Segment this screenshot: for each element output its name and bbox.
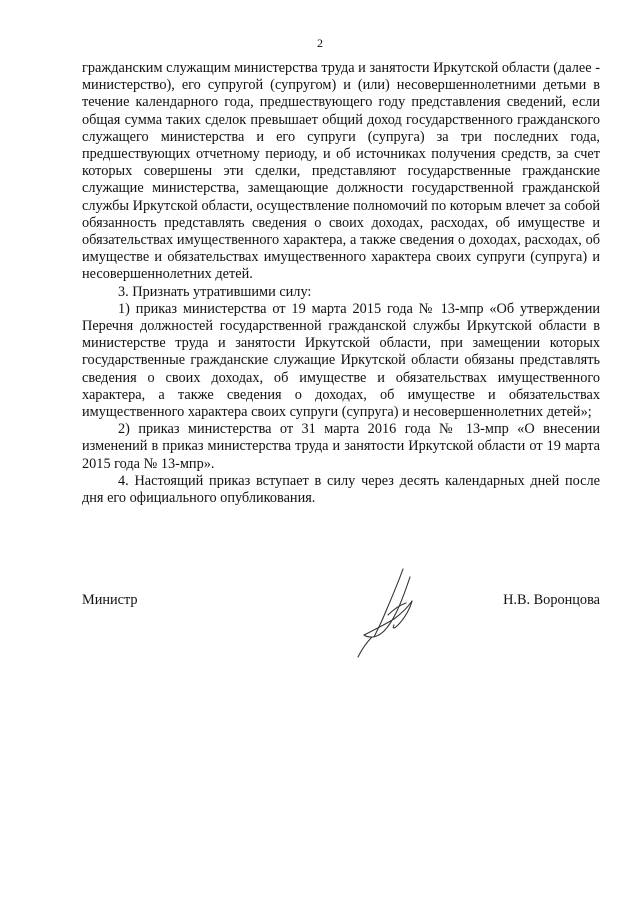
page-number: 2 [317,36,323,50]
paragraph-subitem-2: 2) приказ министерства от 31 марта 2016 года № 13-мпр «О внесении изменений в приказ министерства труда и занятости Иркутской области от 19 марта 2015 года № 13-мпр». [82,421,600,472]
signer-name: Н.В. Воронцова [503,592,600,608]
paragraph-item-4: 4. Настоящий приказ вступает в силу через десять календарных дней после дня его официального опубликования. [82,472,600,507]
document-body [82,60,600,507]
signer-title: Министр [82,592,138,608]
paragraph-subitem-1: 1) приказ министерства от 19 марта 2015 года № 13-мпр «Об утверждении Перечня должностей государственной гражданской службы Иркутской области в министерстве труда и занятости Иркутской области, при замещении которых государственные гражданские служащие Иркутской области обязаны представлять сведения о своих доходах, об имуществе и обязательствах имущественного характера, а также сведения о доходах, об имуществе и обязательствах имущественного характера своих супруги (супруга) и несовершеннолетних детей»; [82,300,600,421]
handwritten-signature [348,565,438,660]
paragraph-continuation: гражданским служащим министерства труда и занятости Иркутской области (далее - министерство), его супругой (супругом) и (или) несовершеннолетними детьми в течение календарного года, предшествующего году представления сведений, если общая сумма таких сделок превышает общий доход государственного гражданского служащего министерства и его супруги (супруга) за три последних года, предшествующих отчетному периоду, и об источниках получения средств, за счет которых совершены эти сделки, представляют государственные гражданские служащие министерства, замещающие должности государственной гражданской службы Иркутской области, осуществление полномочий по которым влечет за собой обязанность представлять сведения о своих доходах, расходах, об имуществе и обязательствах имущественного характера, а также сведения о доходах, расходах, об имуществе и обязательствах имущественного характера своих супруги (супруга) и несовершеннолетних детей. [82,60,600,283]
paragraph-item-3: 3. Признать утратившими силу: [118,283,312,300]
